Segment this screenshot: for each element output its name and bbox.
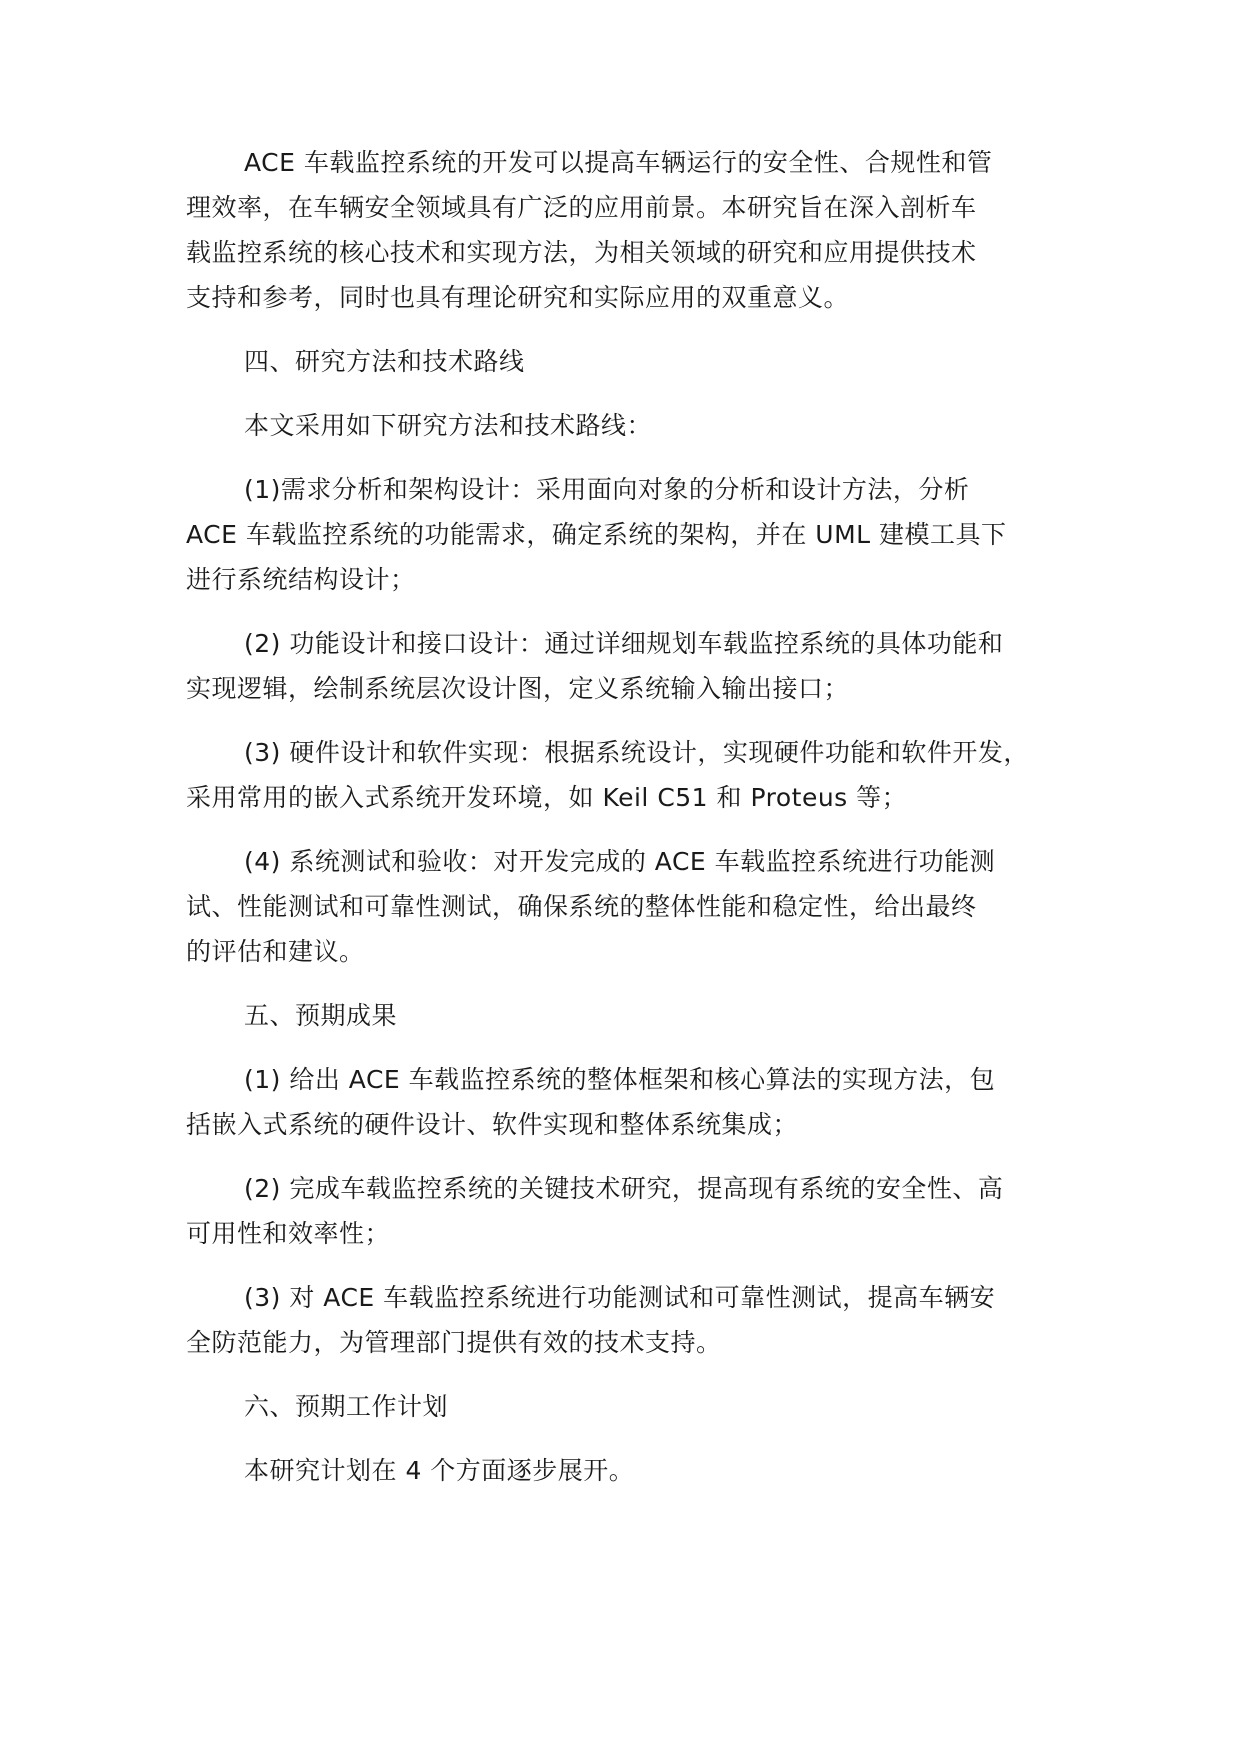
paragraph-method-4 <box>186 839 1076 974</box>
heading-text: 六、预期工作计划 <box>244 1392 449 1421</box>
paragraph-line: (3) 硬件设计和软件实现：根据系统设计，实现硬件功能和软件开发， <box>244 738 1029 767</box>
paragraph-outcome-1 <box>186 1057 1076 1147</box>
paragraph-line: 本研究计划在 4 个方面逐步展开。 <box>244 1456 635 1485</box>
heading-text: 四、研究方法和技术路线 <box>244 347 525 376</box>
paragraph-line: 可用性和效率性； <box>186 1219 391 1248</box>
paragraph-line: ACE 车载监控系统的开发可以提高车辆运行的安全性、合规性和管 <box>244 148 993 177</box>
paragraph-intro <box>186 140 1076 320</box>
section-heading-outcomes <box>186 993 1076 1038</box>
paragraph-line: 括嵌入式系统的硬件设计、软件实现和整体系统集成； <box>186 1110 799 1139</box>
paragraph-line: 采用常用的嵌入式系统开发环境，如 Keil C51 和 Proteus 等； <box>186 783 908 812</box>
section-heading-work-plan <box>186 1384 1076 1429</box>
paragraph-line: 支持和参考，同时也具有理论研究和实际应用的双重意义。 <box>186 283 850 312</box>
paragraph-methods-intro <box>186 403 1076 448</box>
paragraph-outcome-3 <box>186 1275 1076 1365</box>
paragraph-line: 进行系统结构设计； <box>186 565 416 594</box>
paragraph-line: (2) 功能设计和接口设计：通过详细规划车载监控系统的具体功能和 <box>244 629 1004 658</box>
paragraph-line: ACE 车载监控系统的功能需求，确定系统的架构，并在 UML 建模工具下 <box>186 520 1007 549</box>
paragraph-line: (4) 系统测试和验收：对开发完成的 ACE 车载监控系统进行功能测 <box>244 847 996 876</box>
paragraph-line: 理效率，在车辆安全领域具有广泛的应用前景。本研究旨在深入剖析车 <box>186 193 977 222</box>
paragraph-method-3 <box>186 730 1076 820</box>
paragraph-line: 全防范能力，为管理部门提供有效的技术支持。 <box>186 1328 722 1357</box>
paragraph-outcome-2 <box>186 1166 1076 1256</box>
paragraph-line: 的评估和建议。 <box>186 937 365 966</box>
paragraph-work-plan-intro <box>186 1448 1076 1493</box>
heading-text: 五、预期成果 <box>244 1001 398 1030</box>
paragraph-line: 试、性能测试和可靠性测试，确保系统的整体性能和稳定性，给出最终 <box>186 892 977 921</box>
paragraph-line: (1)需求分析和架构设计：采用面向对象的分析和设计方法，分析 <box>244 475 970 504</box>
paragraph-line: 载监控系统的核心技术和实现方法，为相关领域的研究和应用提供技术 <box>186 238 977 267</box>
paragraph-line: (2) 完成车载监控系统的关键技术研究，提高现有系统的安全性、高 <box>244 1174 1004 1203</box>
paragraph-line: (1) 给出 ACE 车载监控系统的整体框架和核心算法的实现方法，包 <box>244 1065 996 1094</box>
section-heading-methods <box>186 339 1076 384</box>
paragraph-line: 本文采用如下研究方法和技术路线： <box>244 411 653 440</box>
paragraph-method-2 <box>186 621 1076 711</box>
paragraph-line: (3) 对 ACE 车载监控系统进行功能测试和可靠性测试，提高车辆安 <box>244 1283 996 1312</box>
document-page <box>186 140 1076 1512</box>
paragraph-method-1 <box>186 467 1076 602</box>
paragraph-line: 实现逻辑，绘制系统层次设计图，定义系统输入输出接口； <box>186 674 850 703</box>
